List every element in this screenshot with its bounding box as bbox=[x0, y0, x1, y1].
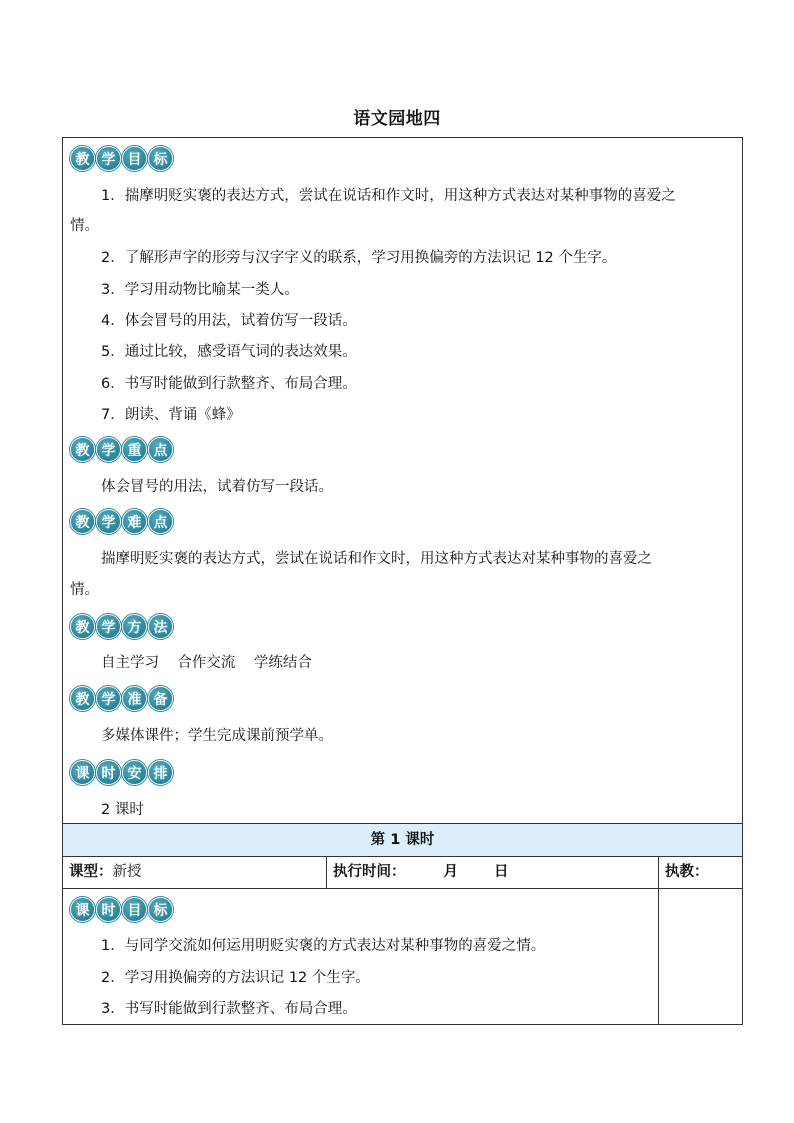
heading-char: 标 bbox=[148, 146, 173, 171]
method-heading bbox=[70, 614, 173, 640]
prep-heading bbox=[70, 686, 173, 712]
heading-char: 难 bbox=[122, 509, 147, 534]
goal-item: 1．揣摩明贬实褒的表达方式，尝试在说话和作文时，用这种方式表达对某种事物的喜爱之 bbox=[101, 188, 676, 204]
heading-char: 法 bbox=[148, 614, 173, 639]
goal-item: 2．了解形声字的形旁与汉字字义的联系，学习用换偏旁的方法识记 12 个生字。 bbox=[101, 250, 617, 266]
heading-char: 时 bbox=[96, 897, 121, 922]
lesson-goal-item: 2．学习用换偏旁的方法识记 12 个生字。 bbox=[101, 970, 370, 986]
difficulty-text: 揣摩明贬实褒的表达方式，尝试在说话和作文时，用这种方式表达对某种事物的喜爱之 bbox=[101, 551, 652, 567]
document-title: 语文园地四 bbox=[353, 109, 441, 129]
goal-item: 6．书写时能做到行款整齐、布局合理。 bbox=[101, 376, 357, 392]
heading-char: 安 bbox=[122, 760, 147, 785]
heading-char: 学 bbox=[96, 146, 121, 171]
key-text: 体会冒号的用法，试着仿写一段话。 bbox=[101, 479, 333, 495]
goal-item: 3．学习用动物比喻某一类人。 bbox=[101, 282, 299, 298]
lesson-time-cell bbox=[327, 857, 657, 888]
lesson-time-label: 执行时间： bbox=[333, 864, 406, 880]
lesson-band: 第 1 课时 bbox=[62, 823, 743, 857]
difficulty-text-continued: 情。 bbox=[70, 582, 99, 598]
goal-item-continued: 情。 bbox=[70, 218, 99, 234]
lesson-goal-item: 3．书写时能做到行款整齐、布局合理。 bbox=[101, 1001, 357, 1017]
heading-char: 备 bbox=[148, 686, 173, 711]
goal-item: 5．通过比较，感受语气词的表达效果。 bbox=[101, 344, 357, 360]
lesson-type-label: 课型： bbox=[69, 864, 113, 880]
heading-char: 学 bbox=[96, 437, 121, 462]
heading-char: 教 bbox=[70, 686, 95, 711]
heading-char: 目 bbox=[122, 146, 147, 171]
heading-char: 时 bbox=[96, 760, 121, 785]
heading-char: 准 bbox=[122, 686, 147, 711]
heading-char: 目 bbox=[122, 897, 147, 922]
heading-char: 学 bbox=[96, 509, 121, 534]
lesson-info-row bbox=[62, 856, 743, 889]
lesson-day: 日 bbox=[494, 864, 509, 880]
heading-char: 学 bbox=[96, 686, 121, 711]
heading-char: 教 bbox=[70, 509, 95, 534]
prep-text: 多媒体课件；学生完成课前预学单。 bbox=[101, 728, 333, 744]
heading-char: 标 bbox=[148, 897, 173, 922]
lesson-type-value: 新授 bbox=[112, 864, 142, 880]
heading-char: 方 bbox=[122, 614, 147, 639]
schedule-text: 2 课时 bbox=[101, 802, 144, 818]
lesson-type-cell bbox=[63, 857, 326, 888]
goals-heading bbox=[70, 146, 173, 172]
heading-char: 教 bbox=[70, 437, 95, 462]
key-heading bbox=[70, 437, 173, 463]
lesson-goal-item: 1．与同学交流如何运用明贬实褒的方式表达对某种事物的喜爱之情。 bbox=[101, 938, 546, 954]
heading-char: 点 bbox=[148, 509, 173, 534]
heading-char: 重 bbox=[122, 437, 147, 462]
heading-char: 课 bbox=[70, 897, 95, 922]
heading-char: 点 bbox=[148, 437, 173, 462]
heading-char: 学 bbox=[96, 614, 121, 639]
goal-item: 7．朗读、背诵《蜂》 bbox=[101, 407, 241, 423]
goal-item: 4．体会冒号的用法，试着仿写一段话。 bbox=[101, 313, 357, 329]
lesson-teacher-cell bbox=[659, 857, 743, 888]
lesson-goals-heading bbox=[70, 897, 173, 923]
heading-char: 排 bbox=[148, 760, 173, 785]
heading-char: 教 bbox=[70, 614, 95, 639]
difficulty-heading bbox=[70, 509, 173, 535]
heading-char: 教 bbox=[70, 146, 95, 171]
heading-char: 课 bbox=[70, 760, 95, 785]
lesson-month: 月 bbox=[443, 864, 458, 880]
lesson-teacher-label: 执教： bbox=[665, 864, 709, 880]
schedule-heading bbox=[70, 760, 173, 786]
method-text: 自主学习 合作交流 学练结合 bbox=[101, 655, 312, 671]
